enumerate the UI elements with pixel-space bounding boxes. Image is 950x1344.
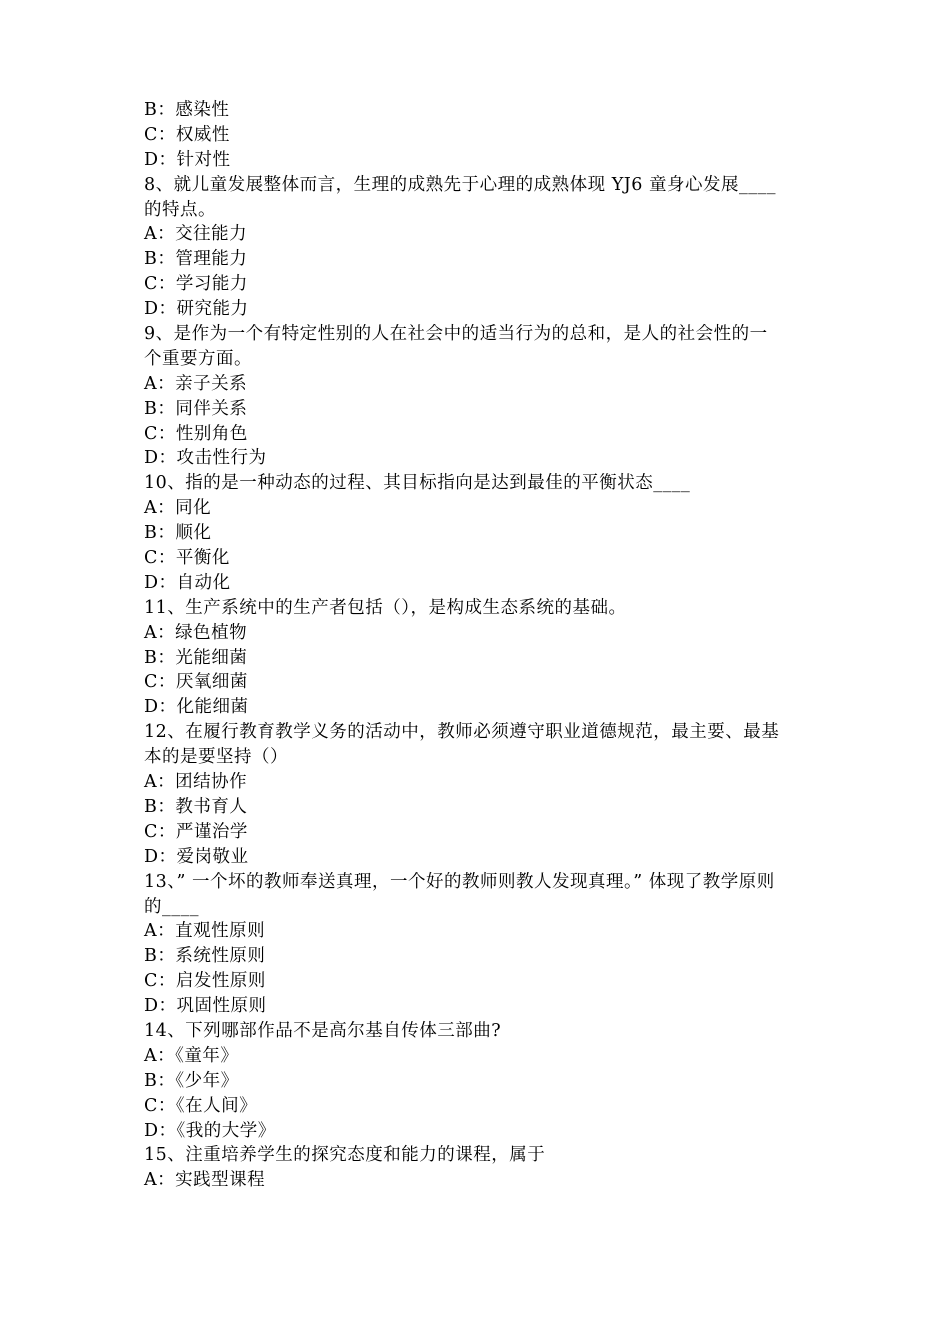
question-15 xyxy=(144,1143,824,1193)
question-stem: 15、注重培养学生的探究态度和能力的课程，属于 xyxy=(144,1145,546,1166)
question-13 xyxy=(144,870,824,1019)
option-d: D：爱岗敬业 xyxy=(144,846,249,867)
option-a: A：亲子关系 xyxy=(144,373,248,394)
option-a: A：直观性原则 xyxy=(144,921,266,942)
option-c: C：性别角色 xyxy=(144,423,248,444)
question-stem: 10、指的是一种动态的过程、其目标指向是达到最佳的平衡状态____ xyxy=(144,473,691,494)
option-a: A：实践型课程 xyxy=(144,1170,266,1191)
option-d: D：自动化 xyxy=(144,572,231,593)
option-a: A：交往能力 xyxy=(144,224,248,245)
option-a: A：团结协作 xyxy=(144,772,248,793)
option-c: C：《在人间》 xyxy=(144,1095,258,1116)
option-b: B：系统性原则 xyxy=(144,946,266,967)
option-b: B：《少年》 xyxy=(144,1070,239,1091)
question-11 xyxy=(144,596,824,720)
question-12 xyxy=(144,720,824,869)
question-stem-cont: 本的是要坚持（） xyxy=(144,747,288,768)
question-10 xyxy=(144,471,824,595)
question-stem-cont: 个重要方面。 xyxy=(144,348,252,369)
question-9 xyxy=(144,322,824,471)
option-b: B：感染性 xyxy=(144,100,230,120)
question-8 xyxy=(144,173,824,322)
option-d: D：攻击性行为 xyxy=(144,448,267,469)
option-d: D：针对性 xyxy=(144,149,231,170)
option-d: D：研究能力 xyxy=(144,299,249,320)
previous-question-options xyxy=(144,98,824,173)
question-stem: 11、生产系统中的生产者包括（），是构成生态系统的基础。 xyxy=(144,597,627,618)
option-b: B：管理能力 xyxy=(144,249,248,270)
option-c: C：权威性 xyxy=(144,124,230,145)
option-c: C：平衡化 xyxy=(144,548,230,569)
question-stem-cont: 的____ xyxy=(144,896,199,917)
option-b: B：顺化 xyxy=(144,523,212,544)
option-d: D：巩固性原则 xyxy=(144,996,267,1017)
option-b: B：光能细菌 xyxy=(144,647,248,668)
option-a: A：同化 xyxy=(144,498,212,519)
option-a: A：绿色植物 xyxy=(144,622,248,643)
option-b: B：教书育人 xyxy=(144,796,248,817)
option-b: B：同伴关系 xyxy=(144,398,248,419)
question-stem-cont: 的特点。 xyxy=(144,199,216,220)
option-c: C：严谨治学 xyxy=(144,821,248,842)
option-d: D：《我的大学》 xyxy=(144,1120,276,1141)
question-stem: 13、” 一个坏的教师奉送真理，一个好的教师则教人发现真理。” 体现了教学原则 xyxy=(144,871,775,892)
option-a: A：《童年》 xyxy=(144,1045,239,1066)
option-d: D：化能细菌 xyxy=(144,697,249,718)
document-content xyxy=(144,98,824,1193)
question-stem: 14、下列哪部作品不是高尔基自传体三部曲? xyxy=(144,1020,502,1041)
question-stem: 9、是作为一个有特定性别的人在社会中的适当行为的总和，是人的社会性的一 xyxy=(144,324,768,345)
option-c: C：启发性原则 xyxy=(144,971,266,992)
option-c: C：学习能力 xyxy=(144,274,248,295)
question-14 xyxy=(144,1019,824,1143)
option-c: C：厌氧细菌 xyxy=(144,672,248,693)
question-stem: 12、在履行教育教学义务的活动中，教师必须遵守职业道德规范，最主要、最基 xyxy=(144,722,780,743)
question-stem: 8、就儿童发展整体而言，生理的成熟先于心理的成熟体现 YJ6 童身心发展____ xyxy=(144,174,776,195)
